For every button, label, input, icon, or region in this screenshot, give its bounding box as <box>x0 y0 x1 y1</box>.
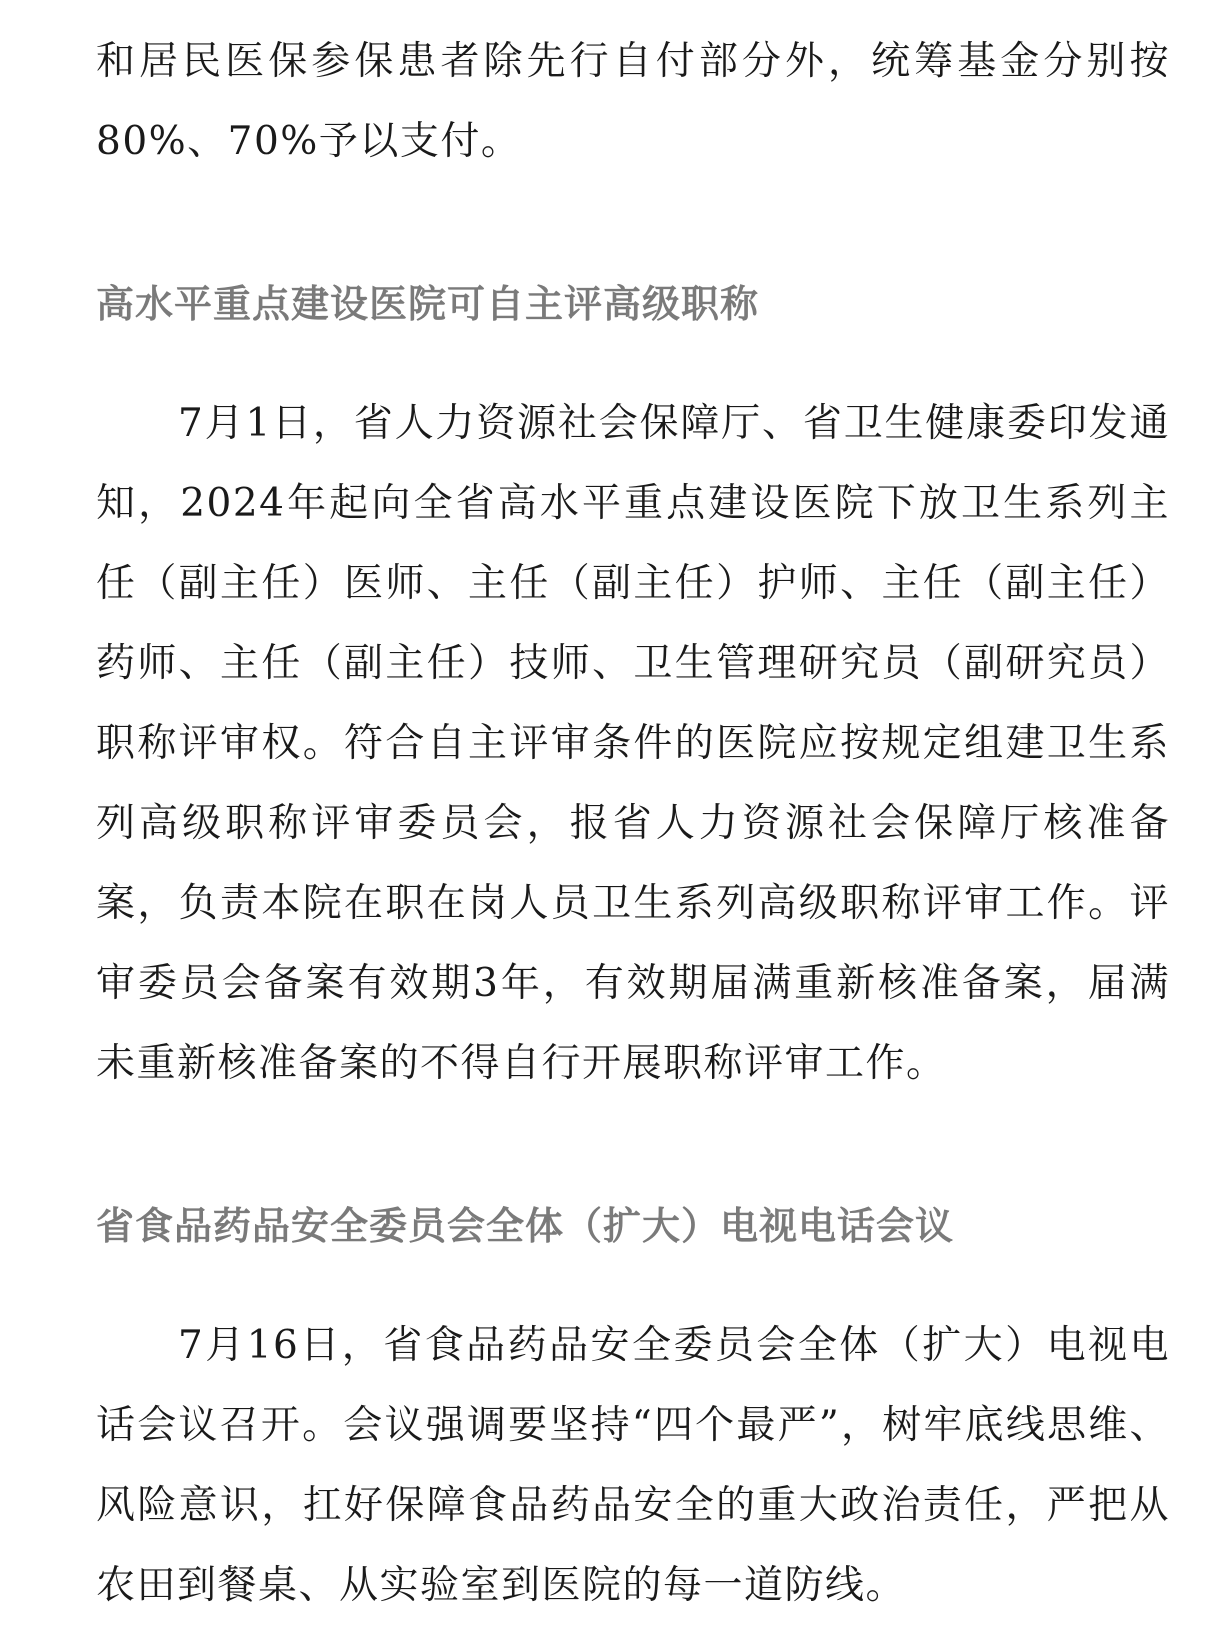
section-spacer <box>96 1104 1170 1186</box>
intro-paragraph: 和居民医保参保患者除先行自付部分外，统筹基金分别按80%、70%予以支付。 <box>96 39 1170 164</box>
section-title-professional-titles: 高水平重点建设医院可自主评高级职称 <box>96 282 760 326</box>
section-spacer <box>96 182 1170 264</box>
section-spacer <box>96 344 1170 384</box>
section-body-professional-titles: 7月1日，省人力资源社会保障厅、省卫生健康委印发通知，2024年起向全省高水平重点建设医院下放卫生系列主任（副主任）医师、主任（副主任）护师、主任（副主任）药师、主任（副主任）技师、卫生管理研究员（副研究员）职称评审权。符合自主评审条件的医院应按规定组建卫生系列高级职称评审委员会，报省人力资源社会保障厅核准备案，负责本院在职在岗人员卫生系列高级职称评审工作。评审委员会备案有效期3年，有效期届满重新核准备案，届满未重新核准备案的不得自行开展职称评审工作。 <box>96 401 1170 1086</box>
section-spacer <box>96 1266 1170 1306</box>
section-title-food-drug-safety: 省食品药品安全委员会全体（扩大）电视电话会议 <box>96 1204 955 1248</box>
document-page <box>96 22 1170 1626</box>
section-body-food-drug-safety: 7月16日，省食品药品安全委员会全体（扩大）电视电话会议召开。会议强调要坚持“四个最严”，树牢底线思维、风险意识，扛好保障食品药品安全的重大政治责任，严把从农田到餐桌、从实验室到医院的每一道防线。 <box>96 1323 1170 1608</box>
